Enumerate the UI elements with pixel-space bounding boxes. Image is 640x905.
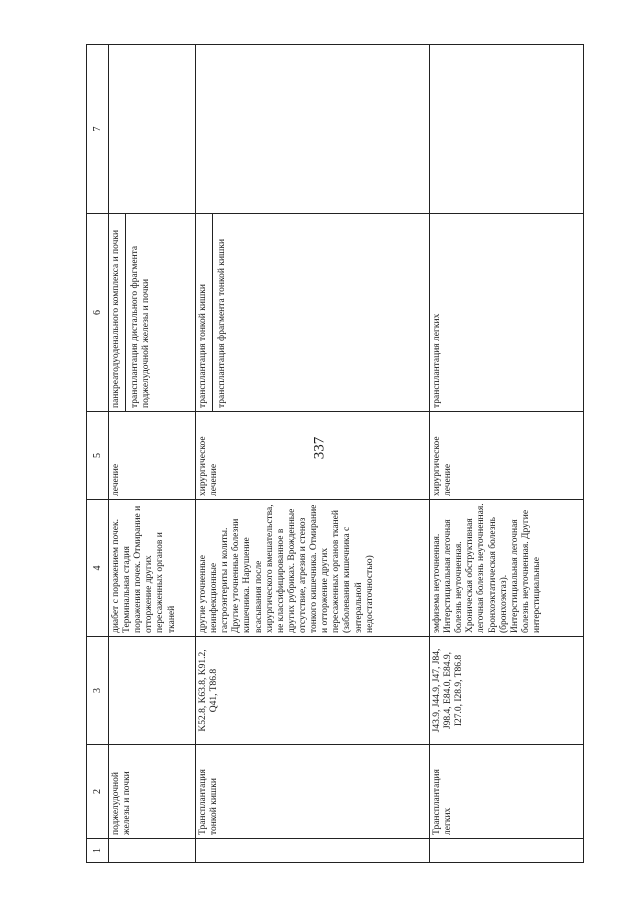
table-row bbox=[430, 45, 584, 863]
row1-method-a: панкреатодуоденального комплекса и почки bbox=[109, 214, 126, 411]
table-rotated-container bbox=[86, 45, 584, 863]
row1-number bbox=[109, 839, 196, 863]
header-col-7: 7 bbox=[87, 45, 109, 214]
table-frame bbox=[86, 45, 584, 863]
row1-method bbox=[109, 214, 196, 412]
row2-col7 bbox=[196, 45, 430, 214]
row2-codes: K52.8, K63.8, K91.2, Q41, T86.8 bbox=[196, 637, 430, 745]
table-row bbox=[109, 45, 196, 863]
row1-method-b: трансплантация дистального фрагмента поджелудочной железы и почки bbox=[130, 245, 152, 408]
row1-name: поджелудочной железы и почки bbox=[109, 745, 196, 839]
page-number: 337 bbox=[311, 436, 328, 460]
row1-diagnosis: диабет с поражением почек. Терминальная стадия поражения почек. Отмирание и отторжение других пересаженных органов и тканей bbox=[109, 500, 196, 637]
row2-treatment: хирургическое лечение bbox=[196, 412, 430, 500]
procedures-table bbox=[86, 44, 584, 863]
row3-diagnosis: эмфизема неуточненная. Интерстициальная легочная болезнь неуточненная. Хроническая обструктивная легочная болезнь неуточненная. Бронхоэктатическая болезнь (бронхоэктаз). Интерстициальная легочная болезнь неуточненная. Другие интерстициальные bbox=[430, 500, 584, 637]
header-col-4: 4 bbox=[87, 500, 109, 637]
row2-number bbox=[196, 839, 430, 863]
row3-name: Трансплантация легких bbox=[430, 745, 584, 839]
header-col-3: 3 bbox=[87, 637, 109, 745]
header-col-2: 2 bbox=[87, 745, 109, 839]
row3-number bbox=[430, 839, 584, 863]
row2-name: Трансплантация тонкой кишки bbox=[196, 745, 430, 839]
header-col-5: 5 bbox=[87, 412, 109, 500]
row1-treatment: лечение bbox=[109, 412, 196, 500]
header-col-1: 1 bbox=[87, 839, 109, 863]
header-row bbox=[87, 45, 109, 863]
row2-diagnosis: другие уточненные неинфекционные гастроэнтериты и колиты. Другие уточненные болезни кишечника. Нарушение всасывания после хирургического вмешательства, не классифицированное в других рубриках. Врожденные отсутствие, атрезия и стеноз тонкого кишечника. Отмирание и отторжение других пересаженных органов тканей (заболевания кишечника с энтеральной недостаточностью) bbox=[196, 500, 430, 637]
header-col-6: 6 bbox=[87, 214, 109, 412]
row1-codes bbox=[109, 637, 196, 745]
row3-treatment: хирургическое лечение bbox=[430, 412, 584, 500]
table-row bbox=[196, 45, 430, 863]
row3-method: трансплантация легких bbox=[430, 214, 584, 412]
row1-col7 bbox=[109, 45, 196, 214]
row2-method-b: трансплантация фрагмента тонкой кишки bbox=[217, 238, 228, 408]
row3-codes: J43.9, J44.9, J47, J84, J98.4, E84.0, E84.9, I27.0, I28.9, T86.8 bbox=[430, 637, 584, 745]
row3-col7 bbox=[430, 45, 584, 214]
row2-method-a: трансплантация тонкой кишки bbox=[196, 214, 213, 411]
row2-method bbox=[196, 214, 430, 412]
